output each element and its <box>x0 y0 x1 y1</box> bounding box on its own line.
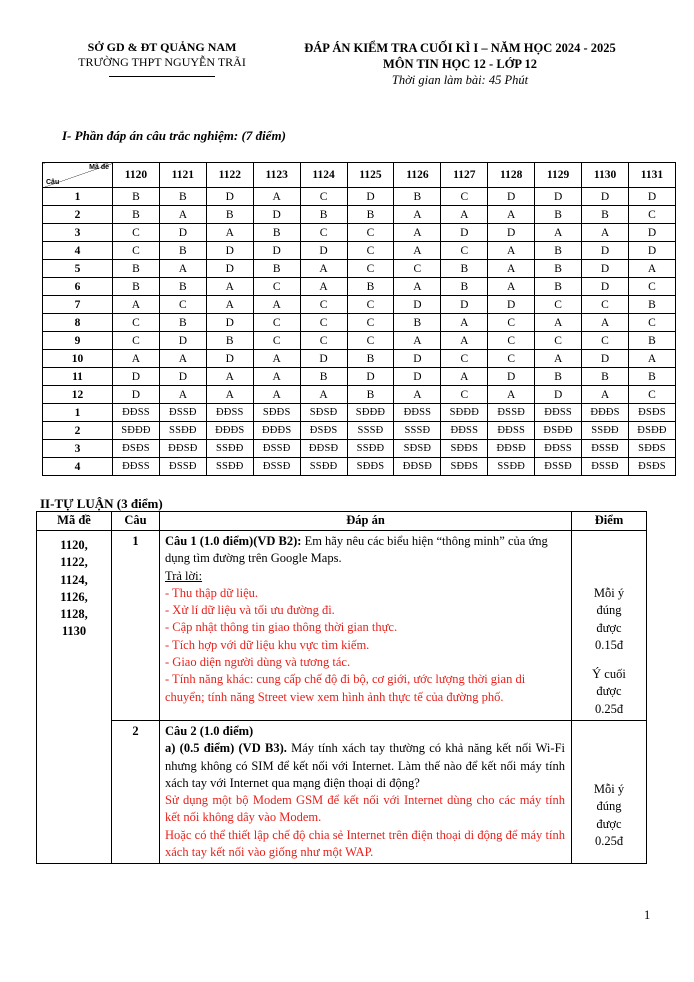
answer-cell: A <box>113 296 160 314</box>
answer-cell: B <box>535 206 582 224</box>
exam-code-header: 1120 <box>113 163 160 188</box>
answer-cell: D <box>628 242 675 260</box>
answer-cell: ĐĐSS <box>441 422 488 440</box>
answer-cell: D <box>582 260 629 278</box>
duration-line: Thời gian làm bài: 45 Phút <box>391 73 529 87</box>
answer-cell: B <box>441 278 488 296</box>
answer-cell: ĐĐSS <box>488 422 535 440</box>
answer-cell: C <box>253 278 300 296</box>
question-number: 4 <box>43 242 113 260</box>
score-line: được <box>596 684 622 699</box>
answer-cell: D <box>113 368 160 386</box>
answer-cell: D <box>488 188 535 206</box>
question-number: 9 <box>43 332 113 350</box>
answer-cell: SĐĐS <box>441 440 488 458</box>
answer-cell: B <box>159 278 206 296</box>
answer-cell: C <box>347 314 394 332</box>
header-diem: Điểm <box>572 512 647 531</box>
answer-cell: ĐSĐS <box>628 458 675 476</box>
answer-label: Trả lời: <box>165 568 203 583</box>
question-number: 1 <box>43 188 113 206</box>
answer-cell: B <box>535 278 582 296</box>
answer-cell: A <box>394 224 441 242</box>
answer-cell: D <box>159 332 206 350</box>
answer-cell: C <box>582 296 629 314</box>
exam-code-header: 1131 <box>628 163 675 188</box>
question-number: 7 <box>43 296 113 314</box>
score-line: 0.25đ <box>594 833 624 848</box>
answer-cell: A <box>535 314 582 332</box>
answer-cell: A <box>394 206 441 224</box>
answer-cell: C <box>628 278 675 296</box>
header-left <box>62 40 262 77</box>
answer-cell: D <box>628 224 675 242</box>
answer-cell: SĐĐS <box>628 440 675 458</box>
answer-cell: A <box>253 296 300 314</box>
question-1-text: Em hãy nêu các biểu hiện “thông minh” của ứng dụng tìm đường trên Google Maps. <box>165 534 548 566</box>
exam-code-header: 1121 <box>159 163 206 188</box>
answer-cell: B <box>347 278 394 296</box>
answer-cell: A <box>206 224 253 242</box>
answer-cell: B <box>628 368 675 386</box>
answer-cell: A <box>159 260 206 278</box>
answer-cell: C <box>347 332 394 350</box>
header-right <box>282 40 638 88</box>
answer-cell: A <box>253 386 300 404</box>
answer-cell: A <box>535 224 582 242</box>
exam-code-header: 1127 <box>441 163 488 188</box>
answer-cell: D <box>206 242 253 260</box>
answer-cell: A <box>488 386 535 404</box>
header-ma-de: Mã đề <box>37 512 112 531</box>
answer-cell: D <box>159 368 206 386</box>
question-number: 2 <box>112 720 160 863</box>
answer-cell: C <box>488 314 535 332</box>
answer-cell: A <box>488 206 535 224</box>
exam-code: 1122, <box>60 555 88 570</box>
answer-cell: B <box>347 350 394 368</box>
answer-cell: B <box>159 242 206 260</box>
essay-answer-table <box>36 511 647 864</box>
answer-point: - Tích hợp với dữ liệu khu vực tìm kiếm. <box>165 637 370 652</box>
answer-cell: D <box>535 188 582 206</box>
answer-cell: A <box>206 296 253 314</box>
mc-answer-row <box>43 350 676 368</box>
answer-cell: ĐĐĐS <box>206 422 253 440</box>
answer-cell: A <box>582 386 629 404</box>
answer-cell: SĐĐS <box>253 404 300 422</box>
answer-cell: ĐĐSS <box>394 404 441 422</box>
question-2-answer <box>160 720 572 863</box>
answer-point: - Thu thập dữ liệu. <box>165 585 258 600</box>
answer-point: - Cập nhật thông tin giao thông thời gian thực. <box>165 620 398 635</box>
answer-cell: D <box>394 350 441 368</box>
question-number: 1 <box>112 531 160 721</box>
essay-header-row <box>37 512 647 531</box>
question-number: 2 <box>43 422 113 440</box>
answer-cell: A <box>488 260 535 278</box>
answer-cell: D <box>347 368 394 386</box>
answer-cell: C <box>347 242 394 260</box>
answer-cell: ĐSSĐ <box>488 404 535 422</box>
answer-cell: SSĐĐ <box>347 440 394 458</box>
question-number: 2 <box>43 206 113 224</box>
exam-code-header: 1130 <box>582 163 629 188</box>
answer-cell: D <box>488 224 535 242</box>
answer-cell: SĐSĐ <box>300 404 347 422</box>
answer-cell: SSĐĐ <box>159 422 206 440</box>
subject-line: MÔN TIN HỌC 12 - LỚP 12 <box>383 57 537 71</box>
exam-code-header: 1126 <box>394 163 441 188</box>
answer-cell: B <box>159 314 206 332</box>
answer-cell: A <box>394 278 441 296</box>
answer-cell: SĐĐS <box>441 458 488 476</box>
answer-cell: C <box>441 188 488 206</box>
answer-cell: A <box>441 368 488 386</box>
score-spacer <box>572 654 646 666</box>
answer-cell: A <box>441 206 488 224</box>
answer-cell: SSĐĐ <box>488 458 535 476</box>
answer-cell: B <box>347 206 394 224</box>
mc-answer-row <box>43 206 676 224</box>
answer-cell: D <box>300 350 347 368</box>
answer-point: Hoặc có thể thiết lập chế độ chia sẻ Internet trên điện thoại di động để máy tính xách tay kết nối vào giống như một WAP. <box>165 827 565 860</box>
answer-cell: C <box>113 224 160 242</box>
answer-cell: C <box>300 188 347 206</box>
answer-cell: D <box>347 188 394 206</box>
score-line: Mỗi ý <box>593 586 625 600</box>
answer-cell: B <box>535 368 582 386</box>
mc-answer-row <box>43 404 676 422</box>
answer-cell: SĐSĐ <box>394 440 441 458</box>
answer-cell: A <box>300 260 347 278</box>
exam-code-header: 1124 <box>300 163 347 188</box>
answer-cell: A <box>113 350 160 368</box>
answer-cell: C <box>535 296 582 314</box>
exam-code-header: 1122 <box>206 163 253 188</box>
score-line: đúng <box>596 799 622 814</box>
answer-cell: ĐĐSĐ <box>300 440 347 458</box>
score-line: 0.15đ <box>594 637 624 652</box>
score-line: được <box>596 620 622 635</box>
question-2-score <box>572 720 647 863</box>
exam-code-header: 1125 <box>347 163 394 188</box>
mc-answer-row <box>43 422 676 440</box>
answer-cell: B <box>535 260 582 278</box>
answer-cell: B <box>347 386 394 404</box>
answer-cell: SĐĐS <box>347 458 394 476</box>
answer-cell: D <box>300 242 347 260</box>
essay-row-q1 <box>37 531 647 721</box>
answer-cell: D <box>582 188 629 206</box>
answer-cell: C <box>582 332 629 350</box>
question-1-score <box>572 531 647 721</box>
answer-cell: ĐĐSS <box>113 458 160 476</box>
answer-cell: SSSĐ <box>394 422 441 440</box>
answer-cell: B <box>441 260 488 278</box>
answer-cell: ĐĐSĐ <box>488 440 535 458</box>
answer-cell: D <box>582 278 629 296</box>
score-line: đúng <box>596 603 622 618</box>
mc-answer-row <box>43 440 676 458</box>
answer-cell: D <box>488 296 535 314</box>
answer-cell: D <box>206 260 253 278</box>
answer-cell: D <box>206 350 253 368</box>
answer-cell: A <box>159 386 206 404</box>
answer-cell: SĐĐĐ <box>441 404 488 422</box>
document-title: ĐÁP ÁN KIỂM TRA CUỐI KÌ I – NĂM HỌC 2024 - 2025 <box>304 41 616 55</box>
mc-answer-row <box>43 314 676 332</box>
answer-cell: B <box>113 188 160 206</box>
answer-cell: C <box>347 296 394 314</box>
answer-cell: B <box>300 368 347 386</box>
answer-cell: D <box>206 314 253 332</box>
page-number: 1 <box>644 908 651 922</box>
answer-cell: SSĐĐ <box>300 458 347 476</box>
exam-code: 1120, <box>60 538 88 552</box>
answer-cell: D <box>206 188 253 206</box>
section-1-title: I- Phần đáp án câu trắc nghiệm: (7 điểm) <box>62 128 286 143</box>
answer-cell: SSĐĐ <box>582 422 629 440</box>
question-1-title: Câu 1 (1.0 điểm)(VD B2): <box>165 534 302 548</box>
exam-code-header: 1129 <box>535 163 582 188</box>
answer-cell: D <box>582 242 629 260</box>
answer-cell: C <box>300 314 347 332</box>
question-number: 6 <box>43 278 113 296</box>
answer-cell: A <box>582 224 629 242</box>
answer-cell: ĐSSĐ <box>159 458 206 476</box>
mc-answer-row <box>43 332 676 350</box>
answer-cell: ĐSĐĐ <box>535 422 582 440</box>
answer-cell: A <box>253 350 300 368</box>
answer-cell: B <box>206 206 253 224</box>
answer-cell: C <box>441 242 488 260</box>
answer-cell: B <box>628 296 675 314</box>
question-number: 3 <box>43 224 113 242</box>
question-number: 3 <box>43 440 113 458</box>
answer-cell: D <box>441 224 488 242</box>
question-1-answer <box>160 531 572 721</box>
answer-cell: ĐSSĐ <box>582 458 629 476</box>
answer-cell: B <box>253 260 300 278</box>
answer-cell: ĐSSĐ <box>582 440 629 458</box>
question-2-title: Câu 2 (1.0 điểm) <box>165 723 254 738</box>
answer-cell: B <box>113 278 160 296</box>
exam-code: 1128, <box>60 607 88 622</box>
answer-cell: ĐĐSĐ <box>159 440 206 458</box>
answer-cell: D <box>488 368 535 386</box>
exam-code: 1126, <box>60 589 88 604</box>
answer-point: - Xử lí dữ liệu và tối ưu đường đi. <box>165 603 335 618</box>
answer-cell: A <box>582 314 629 332</box>
answer-cell: B <box>113 206 160 224</box>
answer-cell: D <box>253 206 300 224</box>
answer-cell: C <box>253 332 300 350</box>
header-cau: Câu <box>112 512 160 531</box>
answer-cell: B <box>253 224 300 242</box>
answer-cell: ĐĐSS <box>113 404 160 422</box>
answer-cell: ĐĐSS <box>535 440 582 458</box>
header-dap-an: Đáp án <box>160 512 572 531</box>
question-2a-title: a) (0.5 điểm) (VD B3). <box>165 741 287 756</box>
answer-cell: D <box>582 350 629 368</box>
answer-cell: A <box>300 386 347 404</box>
answer-cell: A <box>159 350 206 368</box>
answer-cell: C <box>628 314 675 332</box>
answer-cell: SSĐĐ <box>206 458 253 476</box>
answer-cell: D <box>253 242 300 260</box>
answer-cell: A <box>159 206 206 224</box>
answer-cell: SĐĐĐ <box>347 404 394 422</box>
answer-cell: A <box>488 278 535 296</box>
answer-cell: C <box>159 296 206 314</box>
answer-cell: SSĐĐ <box>206 440 253 458</box>
answer-cell: A <box>394 332 441 350</box>
answer-cell: B <box>300 206 347 224</box>
answer-cell: B <box>206 332 253 350</box>
answer-cell: B <box>535 242 582 260</box>
answer-point: - Tính năng khác: cung cấp chế độ đi bộ, cơ giới, ước lượng thời gian di chuyển; tính năng Street view xem hình ảnh thực tế của đường phố. <box>165 672 526 704</box>
exam-codes-cell <box>37 531 112 864</box>
answer-point: - Giao diện người dùng và tương tác. <box>165 655 351 670</box>
mc-answer-row <box>43 386 676 404</box>
answer-cell: C <box>253 314 300 332</box>
answer-cell: ĐĐSS <box>206 404 253 422</box>
answer-cell: C <box>628 206 675 224</box>
answer-cell: C <box>300 296 347 314</box>
answer-cell: D <box>441 296 488 314</box>
answer-cell: B <box>113 260 160 278</box>
mc-answer-row <box>43 188 676 206</box>
score-line: Ý cuối <box>592 667 626 682</box>
mc-answer-row <box>43 458 676 476</box>
answer-cell: D <box>535 386 582 404</box>
answer-cell: C <box>441 350 488 368</box>
question-number: 11 <box>43 368 113 386</box>
multiple-choice-answer-table <box>42 162 676 476</box>
answer-cell: ĐSSĐ <box>253 440 300 458</box>
answer-cell: C <box>535 332 582 350</box>
department-name: SỞ GD & ĐT QUẢNG NAM <box>87 40 237 54</box>
answer-cell: D <box>628 188 675 206</box>
answer-cell: D <box>113 386 160 404</box>
answer-cell: A <box>628 350 675 368</box>
answer-cell: D <box>394 368 441 386</box>
question-number: 8 <box>43 314 113 332</box>
essay-row-q2 <box>37 720 647 863</box>
answer-cell: C <box>113 242 160 260</box>
answer-cell: ĐSĐS <box>628 404 675 422</box>
answer-cell: ĐĐSS <box>535 404 582 422</box>
answer-cell: A <box>300 278 347 296</box>
exam-code-header: 1128 <box>488 163 535 188</box>
answer-cell: C <box>347 260 394 278</box>
question-number: 4 <box>43 458 113 476</box>
mc-answer-row <box>43 368 676 386</box>
answer-cell: A <box>535 350 582 368</box>
exam-code-header: 1123 <box>253 163 300 188</box>
answer-cell: ĐĐĐS <box>253 422 300 440</box>
mc-header-row <box>43 163 676 188</box>
score-line: Mỗi ý <box>593 781 625 796</box>
answer-cell: ĐSĐĐ <box>628 422 675 440</box>
section-2-title: II-TỰ LUẬN (3 điểm) <box>40 496 163 511</box>
answer-cell: C <box>347 224 394 242</box>
answer-cell: B <box>628 332 675 350</box>
question-number: 1 <box>43 404 113 422</box>
mc-answer-row <box>43 296 676 314</box>
question-number: 10 <box>43 350 113 368</box>
answer-point: Sử dụng một bộ Modem GSM để kết nối với Internet dùng cho các máy tính kết nối không dây vào Modem. <box>165 793 565 825</box>
answer-cell: A <box>206 386 253 404</box>
score-line: được <box>596 816 622 831</box>
answer-cell: ĐSSĐ <box>159 404 206 422</box>
answer-cell: ĐĐĐS <box>582 404 629 422</box>
answer-cell: B <box>394 314 441 332</box>
answer-cell: C <box>113 314 160 332</box>
answer-cell: A <box>628 260 675 278</box>
answer-cell: ĐSSĐ <box>253 458 300 476</box>
answer-cell: C <box>488 332 535 350</box>
answer-cell: ĐSĐS <box>113 440 160 458</box>
answer-cell: ĐSSĐ <box>535 458 582 476</box>
answer-cell: C <box>441 386 488 404</box>
corner-label-cau: Câu <box>46 179 60 186</box>
answer-cell: A <box>253 368 300 386</box>
answer-cell: ĐĐSĐ <box>394 458 441 476</box>
answer-cell: A <box>206 278 253 296</box>
answer-cell: A <box>394 242 441 260</box>
answer-cell: A <box>441 314 488 332</box>
answer-cell: B <box>582 206 629 224</box>
answer-cell: A <box>253 188 300 206</box>
header-underline <box>109 76 215 77</box>
question-number: 12 <box>43 386 113 404</box>
answer-cell: A <box>441 332 488 350</box>
answer-cell: SSSĐ <box>347 422 394 440</box>
exam-code: 1124, <box>60 572 88 587</box>
answer-cell: C <box>300 332 347 350</box>
corner-label-ma-de: Mã đề <box>89 164 109 171</box>
question-number: 5 <box>43 260 113 278</box>
answer-cell: B <box>394 188 441 206</box>
answer-cell: C <box>628 386 675 404</box>
answer-cell: SĐĐĐ <box>113 422 160 440</box>
mc-answer-row <box>43 224 676 242</box>
answer-cell: B <box>582 368 629 386</box>
mc-answer-row <box>43 278 676 296</box>
answer-cell: A <box>206 368 253 386</box>
answer-cell: D <box>394 296 441 314</box>
school-name: TRƯỜNG THPT NGUYỄN TRÃI <box>78 55 246 69</box>
mc-answer-row <box>43 260 676 278</box>
corner-cell <box>43 163 113 188</box>
question-2a-text: Máy tính xách tay thường có khả năng kết nối Wi-Fi nhưng không có SIM để kết nối với Internet. Làm thế nào để kết nối máy tính xách tay với Internet qua mạng điện thoại di động? <box>165 741 565 790</box>
mc-answer-row <box>43 242 676 260</box>
answer-cell: A <box>488 242 535 260</box>
answer-cell: D <box>159 224 206 242</box>
answer-cell: B <box>159 188 206 206</box>
answer-cell: C <box>488 350 535 368</box>
answer-cell: ĐSĐS <box>300 422 347 440</box>
answer-cell: C <box>300 224 347 242</box>
exam-code: 1130 <box>61 624 87 639</box>
score-line: 0.25đ <box>594 701 624 716</box>
answer-cell: C <box>394 260 441 278</box>
answer-cell: A <box>394 386 441 404</box>
answer-cell: C <box>113 332 160 350</box>
